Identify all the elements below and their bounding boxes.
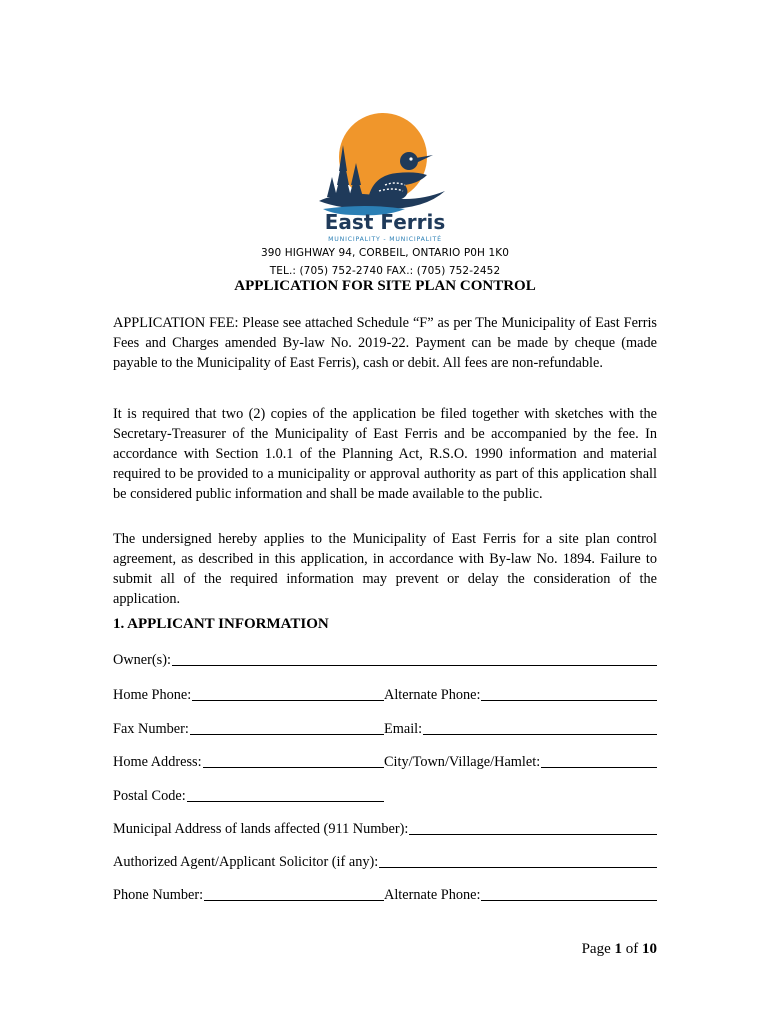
logo-name: East Ferris (324, 210, 446, 234)
of-word: of (625, 941, 639, 957)
home-phone-field[interactable] (192, 685, 384, 701)
fax-field[interactable] (190, 719, 384, 735)
owner-field[interactable] (172, 650, 657, 666)
phone-row (113, 885, 657, 905)
page-word: Page (581, 941, 611, 957)
agent-field[interactable] (379, 852, 657, 868)
alternate-phone-2-label: Alternate Phone: (384, 887, 481, 903)
municipal-address-label: Municipal Address of lands affected (911 Number): (113, 821, 409, 837)
page-number (582, 941, 657, 958)
fee-paragraph: APPLICATION FEE: Please see attached Schedule “F” as per The Municipality of East Ferris Fees and Charges amended By-law No. 2019-22. Payment can be made by cheque (made payable to the Municipality of East Ferris), cash or debit. All fees are non-refundable. (113, 315, 657, 371)
copies-paragraph: It is required that two (2) copies of the application be filed together with sketches with the Secretary-Treasurer of the Municipality of East Ferris and be accompanied by the fee. In accordance with Section 1.0.1 of the Planning Act, R.S.O. 1990 information and material required to be provided to a municipality or approval authority as part of this application shall be considered public information and shall be made available to the public. (113, 406, 657, 502)
municipal-address-row (113, 819, 657, 839)
email-field[interactable] (423, 719, 657, 735)
address-line: 390 HIGHWAY 94, CORBEIL, ONTARIO P0H 1K0 (260, 247, 510, 259)
current-page: 1 (614, 941, 622, 957)
postal-code-label: Postal Code: (113, 788, 186, 804)
home-address-row (113, 752, 657, 772)
alternate-phone-label: Alternate Phone: (384, 687, 481, 703)
section-heading: 1. APPLICANT INFORMATION (113, 616, 329, 632)
owner-label: Owner(s): (113, 652, 171, 668)
home-phone-label: Home Phone: (113, 687, 192, 703)
logo-tagline: MUNICIPALITY - MUNICIPALITÉ (328, 236, 442, 243)
east-ferris-logo (305, 105, 465, 245)
fax-label: Fax Number: (113, 721, 189, 737)
city-label: City/Town/Village/Hamlet: (384, 754, 541, 770)
home-address-field[interactable] (203, 752, 384, 768)
contact-line: TEL.: (705) 752-2740 FAX.: (705) 752-2452 (269, 265, 501, 277)
city-field[interactable] (541, 752, 657, 768)
agent-label: Authorized Agent/Applicant Solicitor (if any): (113, 854, 379, 870)
alternate-phone-field[interactable] (481, 685, 657, 701)
agent-row (113, 852, 657, 872)
email-label: Email: (384, 721, 423, 737)
undersigned-paragraph: The undersigned hereby applies to the Municipality of East Ferris for a site plan control agreement, as described in this application, in accordance with By-law No. 1894. Failure to submit all of the required information may prevent or delay the consideration of the application. (113, 531, 657, 607)
page-title: APPLICATION FOR SITE PLAN CONTROL (234, 278, 536, 294)
phone-number-field[interactable] (204, 885, 384, 901)
postal-code-field[interactable] (187, 786, 384, 802)
home-phone-row (113, 685, 657, 705)
home-address-label: Home Address: (113, 754, 202, 770)
fax-row (113, 719, 657, 739)
owner-row (113, 650, 657, 670)
postal-row (113, 786, 657, 806)
total-pages: 10 (642, 941, 657, 957)
phone-number-label: Phone Number: (113, 887, 204, 903)
municipal-address-field[interactable] (409, 819, 657, 835)
alternate-phone-2-field[interactable] (481, 885, 657, 901)
